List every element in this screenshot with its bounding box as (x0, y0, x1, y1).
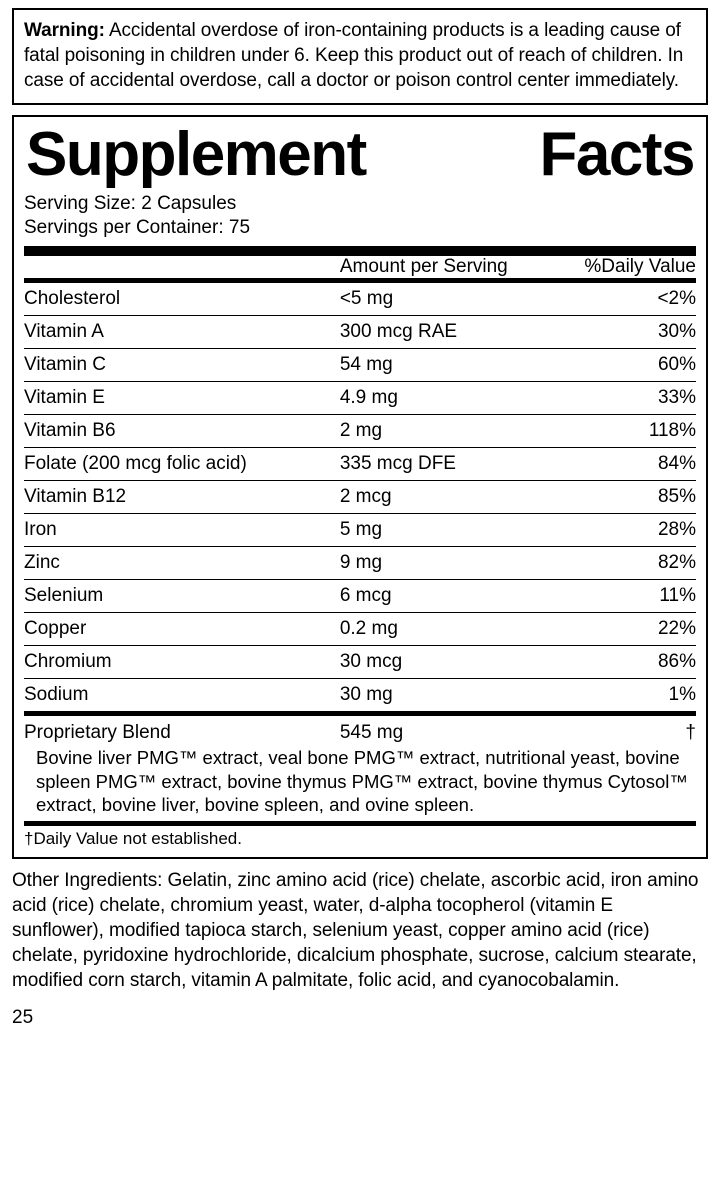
nutrient-name: Zinc (24, 546, 340, 579)
nutrient-amount: 30 mcg (340, 645, 562, 678)
nutrient-name: Selenium (24, 579, 340, 612)
table-row (24, 645, 696, 678)
blend-row (24, 716, 696, 746)
nutrient-dv: 82% (562, 546, 696, 579)
nutrient-dv: 118% (562, 414, 696, 447)
table-row (24, 546, 696, 579)
nutrient-dv: 11% (562, 579, 696, 612)
warning-box (12, 8, 708, 105)
nutrient-name: Vitamin A (24, 315, 340, 348)
nutrient-dv: 33% (562, 381, 696, 414)
nutrient-dv: 28% (562, 513, 696, 546)
nutrient-amount: 2 mg (340, 414, 562, 447)
header-amount-per-serving: Amount per Serving (339, 255, 508, 277)
nutrient-dv: 86% (562, 645, 696, 678)
nutrient-rows-table (24, 283, 696, 711)
nutrient-amount: 6 mcg (340, 579, 562, 612)
title-word-supplement: Supplement (26, 120, 366, 190)
nutrient-dv: 60% (562, 348, 696, 381)
blend-amount: 545 mg (339, 721, 404, 743)
table-row (24, 283, 696, 316)
supplement-facts-title (24, 120, 696, 190)
nutrient-dv: 85% (562, 480, 696, 513)
nutrient-dv: 1% (562, 678, 696, 711)
nutrient-amount: 300 mcg RAE (340, 315, 562, 348)
blend-dv: † (685, 721, 696, 743)
nutrient-name: Vitamin B6 (24, 414, 340, 447)
nutrient-amount: 54 mg (340, 348, 562, 381)
nutrient-name: Sodium (24, 678, 340, 711)
table-row (24, 612, 696, 645)
servings-per-container: Servings per Container: 75 (24, 217, 251, 239)
header-daily-value: %Daily Value (584, 255, 696, 277)
serving-info (24, 192, 696, 240)
page-number: 25 (12, 1007, 34, 1029)
table-row (24, 348, 696, 381)
table-row (24, 381, 696, 414)
table-row (24, 678, 696, 711)
supplement-facts-panel (12, 115, 708, 859)
nutrient-name: Folate (200 mcg folic acid) (24, 447, 340, 480)
nutrient-dv: 84% (562, 447, 696, 480)
nutrient-amount: 30 mg (340, 678, 562, 711)
divider-thick-top (24, 246, 696, 256)
nutrient-name: Cholesterol (24, 287, 121, 309)
nutrition-table (24, 256, 696, 278)
other-ingredients: Other Ingredients: Gelatin, zinc amino acid (rice) chelate, ascorbic acid, iron amino acid (rice) chelate, chromium yeast, water, d-alpha tocopherol (vitamin E sunflower), modified tapioca starch, selenium yeast, copper amino acid (rice) chelate, pyridoxine hydrochloride, dicalcium phosphate, sucrose, calcium stearate, modified corn starch, vitamin A palmitate, folic acid, and cyanocobalamin. (12, 869, 699, 992)
table-row (24, 513, 696, 546)
table-row (24, 315, 696, 348)
blend-name: Proprietary Blend (24, 721, 171, 743)
header-nutrient (24, 256, 340, 278)
nutrient-name: Vitamin B12 (24, 480, 340, 513)
serving-size: Serving Size: 2 Capsules (24, 193, 237, 215)
table-row (24, 414, 696, 447)
nutrient-name: Iron (24, 513, 340, 546)
table-row (24, 480, 696, 513)
nutrient-amount: 0.2 mg (340, 612, 562, 645)
table-header-row (24, 256, 696, 278)
table-row (24, 579, 696, 612)
nutrient-amount: 2 mcg (340, 480, 562, 513)
warning-text: Accidental overdose of iron-containing products is a leading cause of fatal poisoning in children under 6. Keep this product out of reach of children. In case of accidental overdose, call a doctor or poison control center immediately. (24, 20, 684, 92)
nutrient-amount: <5 mg (339, 287, 394, 309)
nutrient-dv: 30% (562, 315, 696, 348)
blend-description: Bovine liver PMG™ extract, veal bone PMG™ extract, nutritional yeast, bovine spleen PMG™ extract, bovine thymus PMG™ extract, bovine thymus Cytosol™ extract, bovine liver, bovine spleen, and ovine spleen. (36, 746, 688, 816)
nutrient-name: Vitamin C (24, 348, 340, 381)
nutrient-name: Copper (24, 612, 340, 645)
nutrient-amount: 9 mg (340, 546, 562, 579)
nutrient-amount: 335 mcg DFE (340, 447, 562, 480)
title-word-facts: Facts (539, 120, 694, 190)
nutrient-name: Chromium (24, 645, 340, 678)
proprietary-blend-table (24, 716, 696, 746)
nutrient-amount: 4.9 mg (340, 381, 562, 414)
warning-label: Warning: (24, 20, 105, 41)
daily-value-note: †Daily Value not established. (24, 828, 242, 848)
nutrient-dv: 22% (562, 612, 696, 645)
nutrient-amount: 5 mg (340, 513, 562, 546)
nutrient-name: Vitamin E (24, 381, 340, 414)
nutrient-dv: <2% (657, 287, 696, 309)
table-row (24, 447, 696, 480)
